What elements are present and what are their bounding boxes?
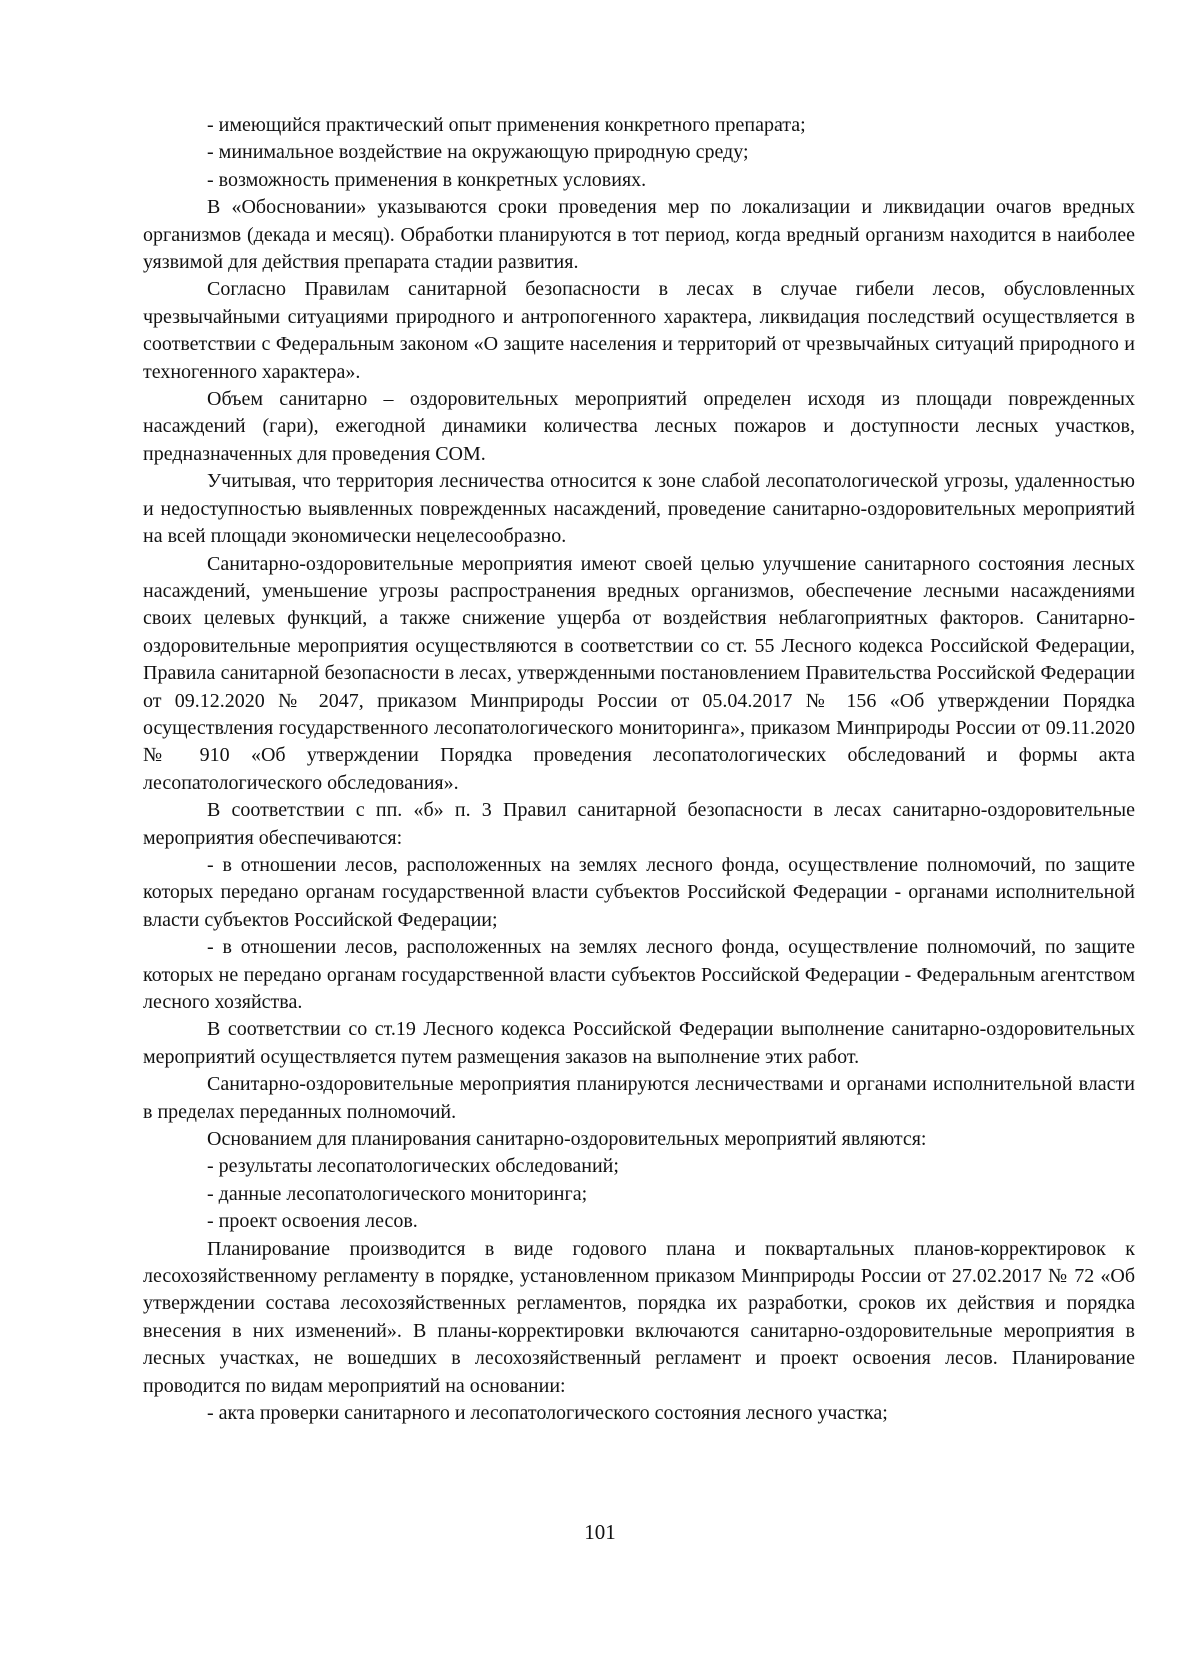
bullet-item: - результаты лесопатологических обследований; <box>207 1155 619 1178</box>
paragraph: В соответствии со ст.19 Лесного кодекса Российской Федерации выполнение санитарно-оздоровительных мероприятий осуществляется путем размещения заказов на выполнение этих работ. <box>143 1018 1135 1068</box>
bullet-item: - в отношении лесов, расположенных на землях лесного фонда, осуществление полномочий, по защите которых передано органам государственной власти субъектов Российской Федерации - органами исполнительной власти субъектов Российской Федерации; <box>143 853 1135 931</box>
document-body <box>143 112 1135 1428</box>
paragraph: В соответствии с пп. «б» п. 3 Правил санитарной безопасности в лесах санитарно-оздоровительные мероприятия обеспечиваются: <box>143 799 1135 849</box>
bullet-item: - данные лесопатологического мониторинга; <box>207 1182 588 1205</box>
paragraph: Планирование производится в виде годового плана и поквартальных планов-корректировок к лесохозяйственному регламенту в порядке, установленном приказом Минприроды России от 27.02.2017 № 72 «Об утверждении состава лесохозяйственных регламентов, порядка их разработки, сроков их действия и порядка внесения в них изменений». В планы-корректировки включаются санитарно-оздоровительные мероприятия в лесных участках, не вошедших в лесохозяйственный регламент и проект освоения лесов. Планирование проводится по видам мероприятий на основании: <box>143 1237 1135 1397</box>
bullet-item: - в отношении лесов, расположенных на землях лесного фонда, осуществление полномочий, по защите которых не передано органам государственной власти субъектов Российской Федерации - Федеральным агентством лесного хозяйства. <box>143 936 1135 1013</box>
paragraph: Санитарно-оздоровительные мероприятия планируются лесничествами и органами исполнительной власти в пределах переданных полномочий. <box>143 1073 1135 1123</box>
bullet-item: - минимальное воздействие на окружающую природную среду; <box>207 141 749 164</box>
paragraph: Объем санитарно – оздоровительных мероприятий определен исходя из площади поврежденных насаждений (гари), ежегодной динамики количества лесных пожаров и доступности лесных участков, предназначенных для проведения СОМ. <box>143 388 1135 465</box>
bullet-item: - имеющийся практический опыт применения конкретного препарата; <box>207 114 806 136</box>
bullet-item: - акта проверки санитарного и лесопатологического состояния лесного участка; <box>207 1402 888 1425</box>
bullet-item: - возможность применения в конкретных условиях. <box>207 168 647 191</box>
bullet-item: - проект освоения лесов. <box>207 1210 418 1233</box>
paragraph: Основанием для планирования санитарно-оздоровительных мероприятий являются: <box>207 1128 927 1151</box>
paragraph: Учитывая, что территория лесничества относится к зоне слабой лесопатологической угрозы, удаленностью и недоступностью выявленных поврежденных насаждений, проведение санитарно-оздоровительных мероприятий на всей площади экономически нецелесообразно. <box>143 470 1135 548</box>
paragraph: Санитарно-оздоровительные мероприятия имеют своей целью улучшение санитарного состояния лесных насаждений, уменьшение угрозы распространения вредных организмов, обеспечение лесными насаждениями своих целевых функций, а также снижение ущерба от воздействия неблагоприятных факторов. Санитарно-оздоровительные мероприятия осуществляются в соответствии со ст. 55 Лесного кодекса Российской Федерации, Правила санитарной безопасности в лесах, утвержденными постановлением Правительства Российской Федерации от 09.12.2020 № 2047, приказом Минприроды России от 05.04.2017 № 156 «Об утверждении Порядка осуществления государственного лесопатологического мониторинга», приказом Минприроды России от 09.11.2020 № 910 «Об утверждении Порядка проведения лесопатологических обследований и формы акта лесопатологического обследования». <box>143 552 1135 794</box>
paragraph: В «Обосновании» указываются сроки проведения мер по локализации и ликвидации очагов вредных организмов (декада и месяц). Обработки планируются в тот период, когда вредный организм находится в наиболее уязвимой для действия препарата стадии развития. <box>143 196 1135 274</box>
paragraph: Согласно Правилам санитарной безопасности в лесах в случае гибели лесов, обусловленных чрезвычайными ситуациями природного и антропогенного характера, ликвидация последствий осуществляется в соответствии с Федеральным законом «О защите населения и территорий от чрезвычайных ситуаций природного и техногенного характера». <box>143 278 1135 383</box>
page-number: 101 <box>584 1520 616 1544</box>
